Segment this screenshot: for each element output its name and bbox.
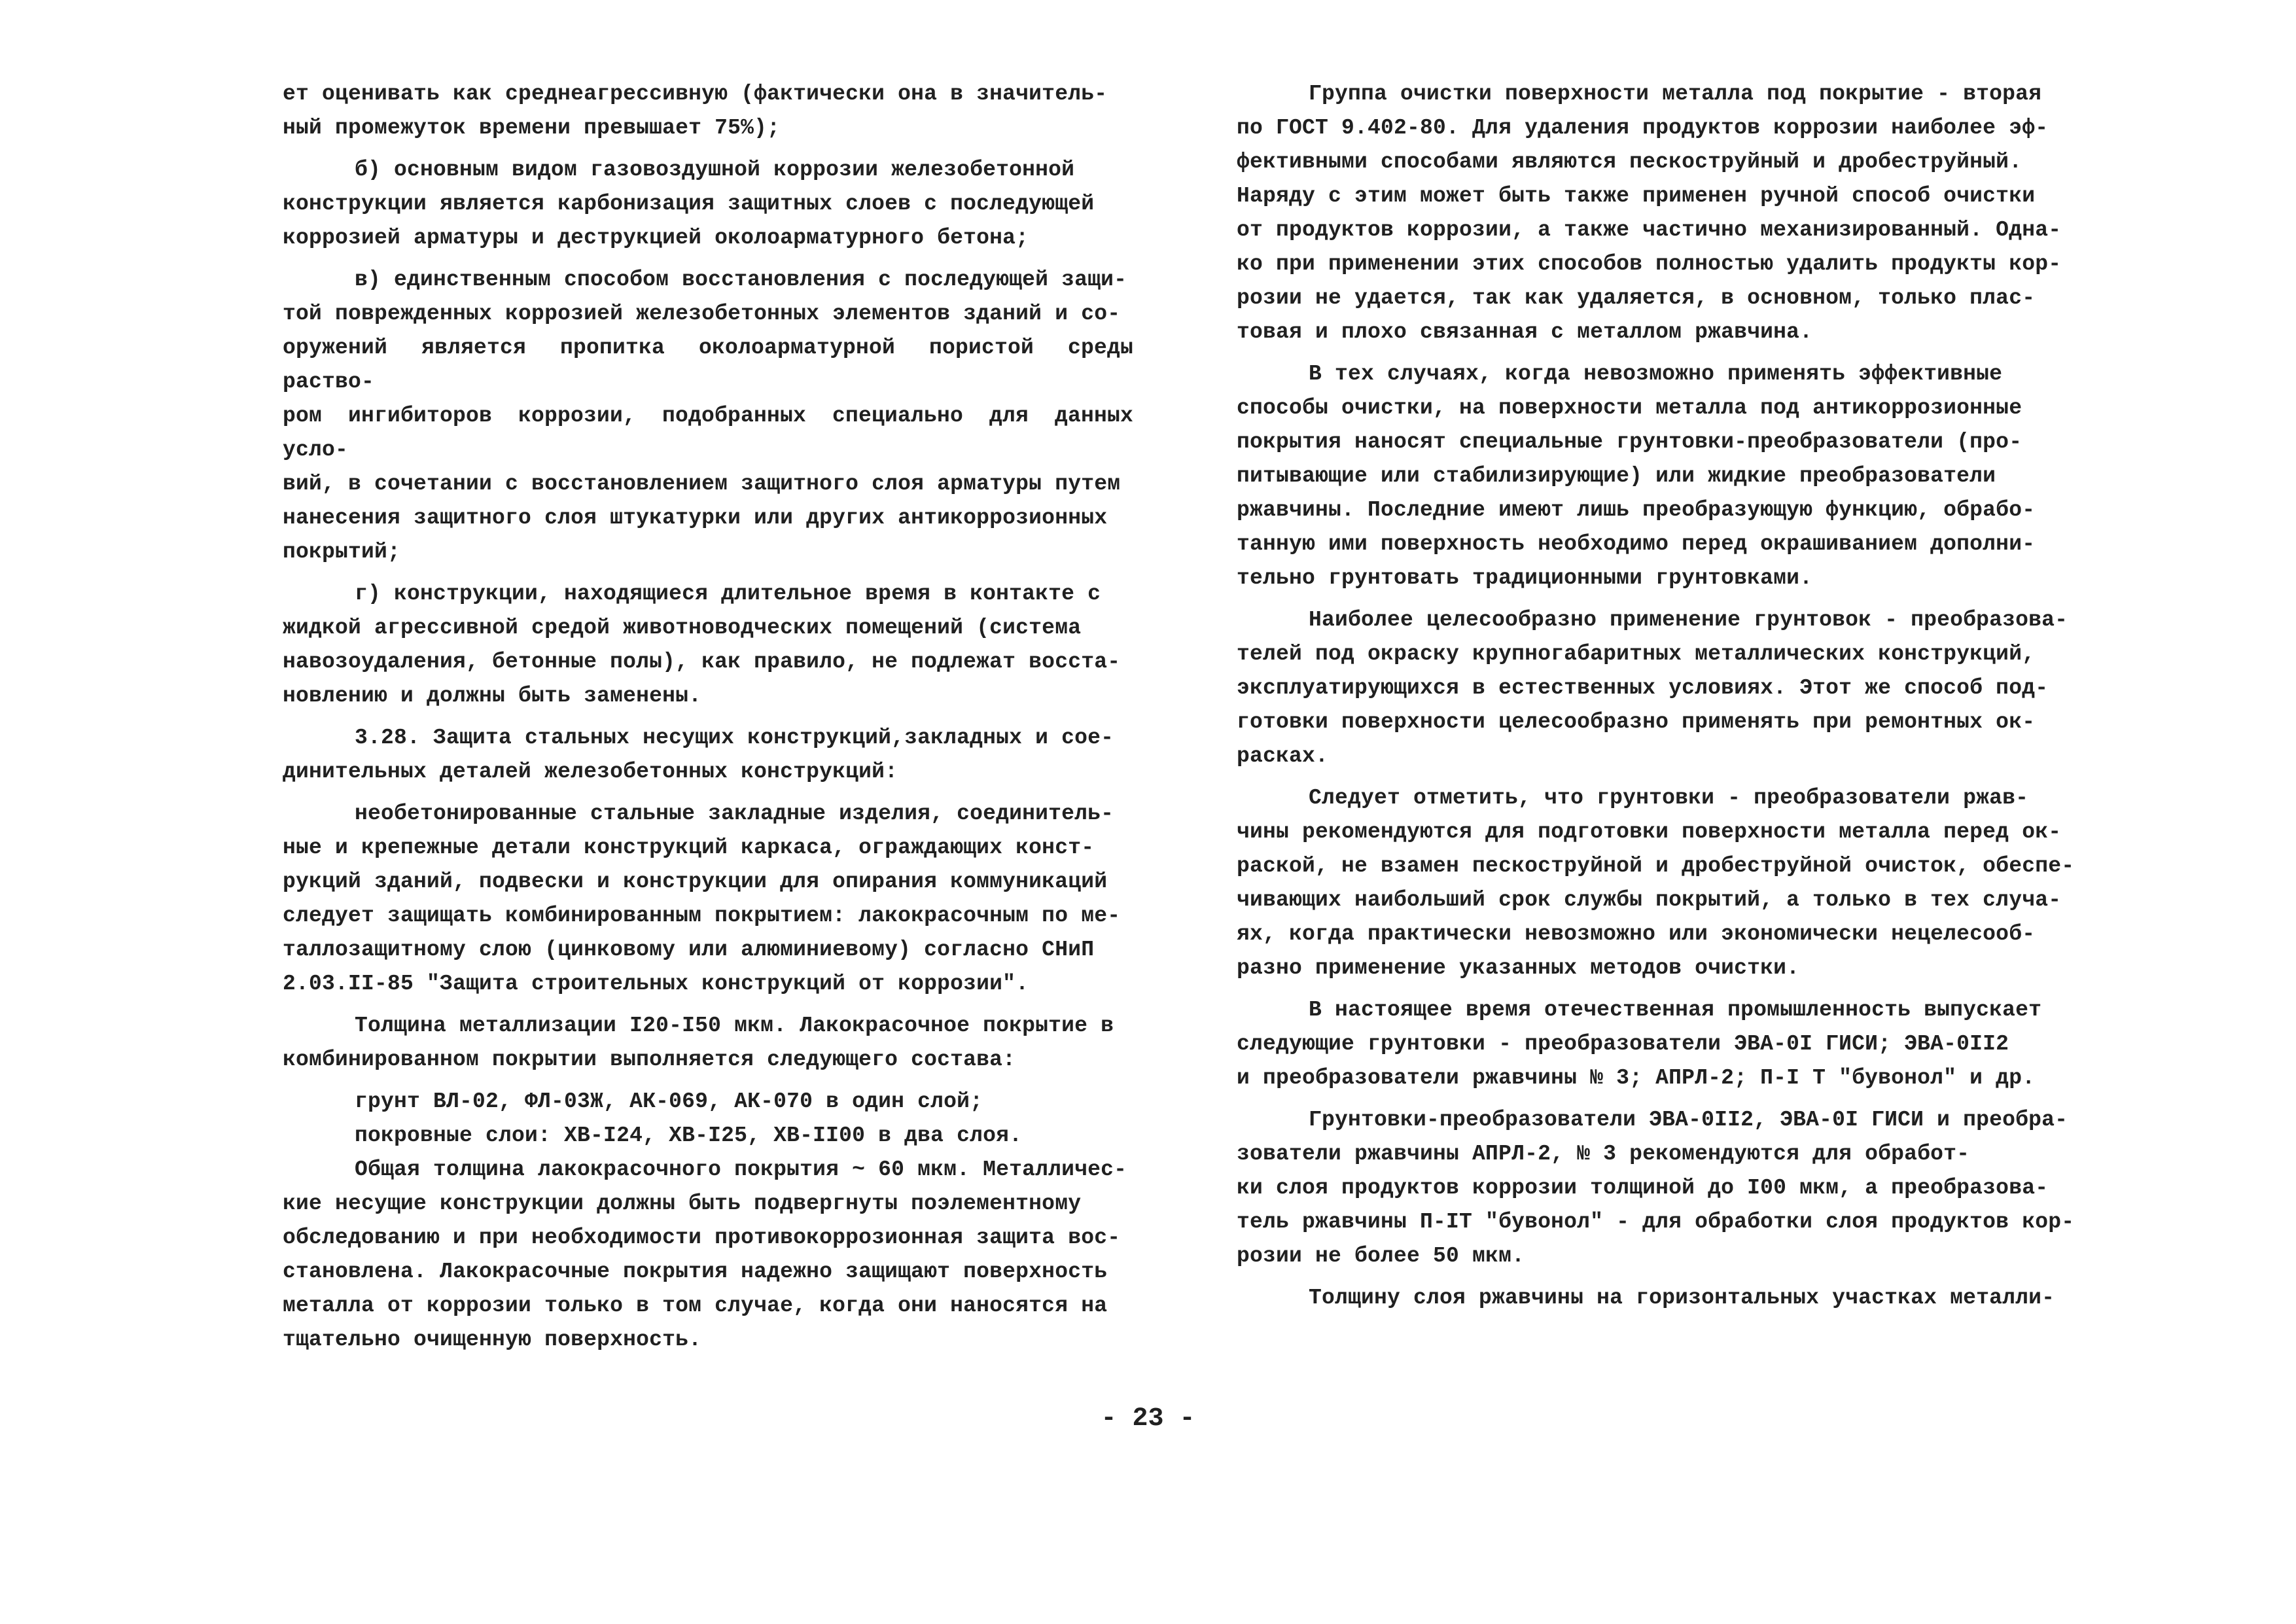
list-item: покровные слои: ХВ-I24, ХВ-I25, ХВ-II00 в два слоя. — [355, 1123, 1023, 1148]
paragraph: В настоящее время отечественная промышленность выпускает следующие грунтовки - преобразователи ЭВА-0I ГИСИ; ЭВА-0II2 и преобразователи ржавчины № 3; АПРЛ-2; П-I Т "бувонол" и др. — [1237, 998, 2042, 1090]
paragraph: б) основным видом газовоздушной коррозии железобетонной конструкции является карбонизация защитных слоев с последующей коррозией арматуры и деструкцией околоарматурного бетона; — [283, 158, 1095, 250]
paragraph: ет оценивать как среднеагрессивную (фактически она в значитель- ный промежуток времени превышает 75%); — [283, 82, 1108, 140]
paragraph: в) единственным способом восстановления с последующей защи- той поврежденных коррозией железобетонных элементов зданий и со- оружений является пропитка околоарматурной пористой среды раство- ром ингибиторов коррозии, подобранных специально для данных усло- вий, в сочетании с восстановлением защитного слоя арматуры путем нанесения защитного слоя штукатурки или других антикоррозионных покрытий; — [283, 268, 1133, 564]
right-column — [1237, 77, 2100, 1323]
list-item: грунт ВЛ-02, ФЛ-03Ж, АК-069, АК-070 в один слой; — [355, 1089, 983, 1114]
paragraph: В тех случаях, когда невозможно применять эффективные способы очистки, на поверхности металла под антикоррозионные покрытия наносят специальные грунтовки-преобразователи (про- питывающие или стабилизирующие) или жидкие преобразователи ржавчины. Последние имеют лишь преобразующую функцию, обрабо- танную ими поверхность необходимо перед окрашиванием дополни- тельно грунтовать традиционными грунтовками. — [1237, 362, 2036, 590]
page-number: - 23 - — [1101, 1404, 1195, 1434]
paragraph: Грунтовки-преобразователи ЭВА-0II2, ЭВА-0I ГИСИ и преобра- зователи ржавчины АПРЛ-2, № 3 рекомендуются для обработ- ки слоя продуктов коррозии толщиной до I00 мкм, а преобразова- тель ржавчины П-IТ "бувонол" - для обработки слоя продуктов кор- розии не более 50 мкм. — [1237, 1108, 2075, 1268]
paragraph: Наиболее целесообразно применение грунтовок - преобразова- телей под окраску крупногабаритных металлических конструкций, эксплуатирующихся в естественных условиях. Этот же способ под- готовки поверхности целесообразно применять при ремонтных ок- расках. — [1237, 608, 2068, 768]
section-heading: 3.28. Защита стальных несущих конструкций,закладных и сое- динительных деталей железобетонных конструкций: — [283, 726, 1114, 784]
paragraph: Толщину слоя ржавчины на горизонтальных участках металли- — [1309, 1286, 2055, 1310]
left-column — [283, 77, 1133, 1365]
paragraph: Толщина металлизации I20-I50 мкм. Лакокрасочное покрытие в комбинированном покрытии выполняется следующего состава: — [283, 1014, 1114, 1072]
paragraph: Общая толщина лакокрасочного покрытия ~ 60 мкм. Металличес- кие несущие конструкции должны быть подвергнуты поэлементному обследованию и при необходимости противокоррозионная защита вос- становлена. Лакокрасочные покрытия надежно защищают поверхность металла от коррозии только в том случае, когда они наносятся на тщательно очищенную поверхность. — [283, 1157, 1127, 1352]
paragraph: необетонированные стальные закладные изделия, соединитель- ные и крепежные детали конструкций каркаса, ограждающих конст- рукций зданий, подвески и конструкции для опирания коммуникаций следует защищать комбинированным покрытием: лакокрасочным по ме- таллозащитному слою (цинковому или алюминиевому) согласно СНиП 2.03.II-85 "Защита строительных конструкций от коррозии". — [283, 802, 1121, 996]
paragraph: Следует отметить, что грунтовки - преобразователи ржав- чины рекомендуются для подготовки поверхности металла перед ок- раской, не взамен пескоструйной и дробеструйной очисток, обеспе- чивающих наибольший срок службы покрытий, а только в тех случа- ях, когда практически невозможно или экономически нецелесооб- разно применение указанных методов очистки. — [1237, 786, 2075, 980]
paragraph: г) конструкции, находящиеся длительное время в контакте с жидкой агрессивной средой животноводческих помещений (система навозоудаления, бетонные полы), как правило, не подлежат восста- новлению и должны быть заменены. — [283, 582, 1121, 708]
paragraph: Группа очистки поверхности металла под покрытие - вторая по ГОСТ 9.402-80. Для удаления продуктов коррозии наиболее эф- фективными способами являются пескоструйный и дробеструйный. Наряду с этим может быть также применен ручной способ очистки от продуктов коррозии, а также частично механизированный. Одна- ко при применении этих способов полностью удалить продукты кор- розии не удается, так как удаляется, в основном, только плас- товая и плохо связанная с металлом ржавчина. — [1237, 82, 2062, 344]
